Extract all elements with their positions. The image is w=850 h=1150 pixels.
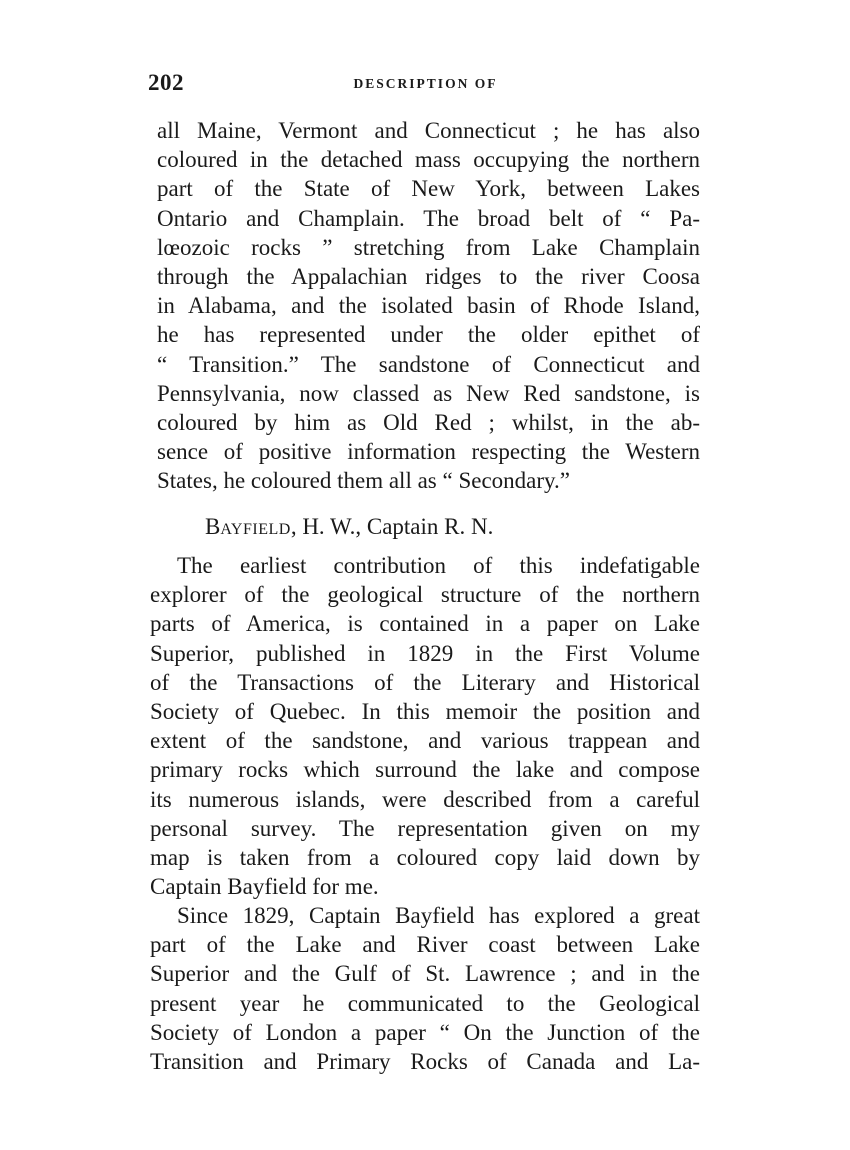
heading-initial: B	[205, 514, 221, 539]
text-line: sence of positive information respecting the Western	[157, 439, 700, 465]
text-line: Transition and Primary Rocks of Canada and La-	[150, 1048, 700, 1074]
text-line: its numerous islands, were described from a careful	[150, 786, 700, 812]
text-line: explorer of the geological structure of the northern	[150, 582, 700, 608]
text-line: in Alabama, and the isolated basin of Rhode Island,	[157, 293, 700, 319]
paragraph-bayfield-later	[150, 901, 700, 1076]
text-line: Society of London a paper “ On the Junction of the	[150, 1019, 700, 1045]
running-head: DESCRIPTION OF	[353, 76, 498, 91]
heading-rest: , H. W., Captain R. N.	[290, 514, 494, 539]
paragraph-continuation	[157, 116, 700, 495]
text-line: parts of America, is contained in a paper on Lake	[150, 611, 700, 637]
text-line: part of the State of New York, between Lakes	[157, 176, 700, 202]
entry-heading	[205, 512, 493, 544]
text-line: States, he coloured them all as “ Secondary.”	[157, 468, 571, 494]
text-line: coloured by him as Old Red ; whilst, in the ab-	[157, 409, 700, 435]
text-line: he has represented under the older epithet of	[157, 322, 700, 348]
paragraph-bayfield-intro	[150, 551, 700, 901]
text-line: Ontario and Champlain. The broad belt of “ Pa-	[157, 205, 700, 231]
text-line: of the Transactions of the Literary and Historical	[150, 669, 700, 695]
text-line: Captain Bayfield for me.	[150, 874, 379, 900]
text-line: through the Appalachian ridges to the river Coosa	[157, 263, 700, 289]
text-line: all Maine, Vermont and Connecticut ; he has also	[157, 118, 700, 143]
text-line: personal survey. The representation given on my	[150, 815, 700, 841]
heading-small-caps: AYFIELD	[220, 521, 291, 538]
text-line: map is taken from a coloured copy laid down by	[150, 844, 700, 870]
text-line: Society of Quebec. In this memoir the position and	[150, 698, 700, 724]
page-number: 202	[148, 70, 184, 95]
text-line: coloured in the detached mass occupying the northern	[157, 147, 700, 173]
text-line: extent of the sandstone, and various trappean and	[150, 728, 700, 754]
text-line: Since 1829, Captain Bayfield has explored a great	[177, 903, 700, 928]
text-line: present year he communicated to the Geological	[150, 990, 700, 1016]
text-line: primary rocks which surround the lake and compose	[150, 757, 700, 783]
text-line: Superior and the Gulf of St. Lawrence ; and in the	[150, 961, 700, 987]
text-line: The earliest contribution of this indefatigable	[177, 553, 700, 578]
page-header	[148, 70, 703, 100]
text-line: lœozoic rocks ” stretching from Lake Champlain	[157, 234, 700, 260]
text-line: Superior, published in 1829 in the First Volume	[150, 640, 700, 666]
text-line: Pennsylvania, now classed as New Red sandstone, is	[157, 380, 700, 406]
text-line: “ Transition.” The sandstone of Connecticut and	[157, 351, 700, 377]
text-line: part of the Lake and River coast between Lake	[150, 932, 700, 958]
